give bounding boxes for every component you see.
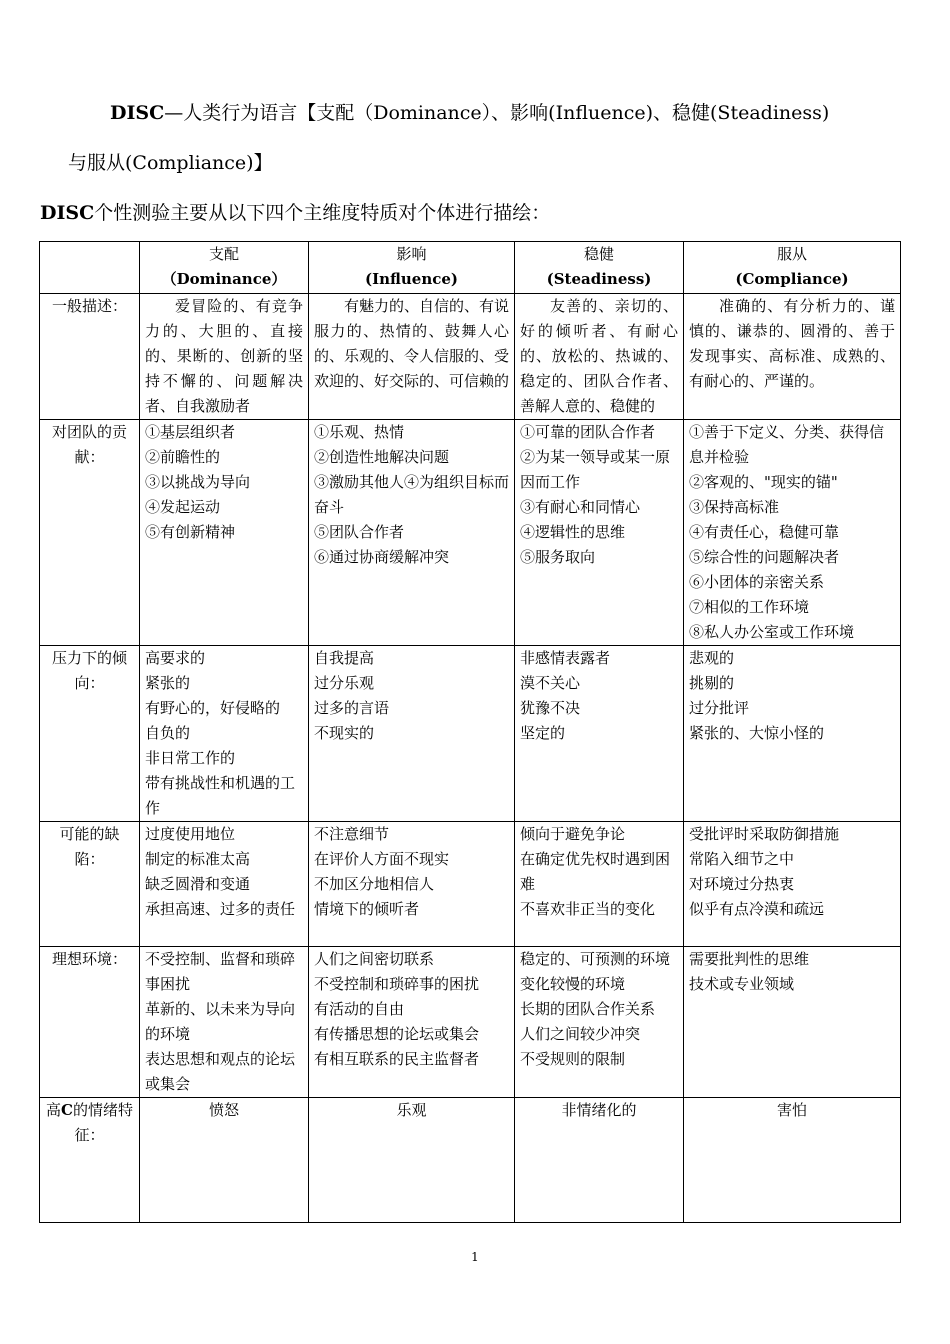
list-item: 似乎有点冷漠和疏远 (689, 900, 825, 918)
emotion-influence: 乐观 (309, 1098, 515, 1223)
flaws-influence (309, 822, 515, 947)
list-item: 不喜欢非正当的变化 (520, 900, 656, 918)
list-item: 受批评时采取防御措施 (689, 825, 840, 843)
list-item: 过分批评 (689, 699, 750, 717)
list-item: 对环境过分热衷 (689, 875, 795, 893)
emotion-dominance: 愤怒 (140, 1098, 309, 1223)
list-item: 不现实的 (314, 724, 375, 742)
document-title-line1 (110, 98, 910, 128)
list-item: 不注意细节 (314, 825, 390, 843)
list-item: 过多的言语 (314, 699, 390, 717)
header-influence: 影响 (Influence) (309, 242, 515, 294)
list-item: ①可靠的团队合作者 (520, 423, 656, 441)
list-item: 坚定的 (520, 724, 566, 742)
list-item: 自我提高 (314, 649, 375, 667)
header-dominance: 支配 （Dominance） (140, 242, 309, 294)
row-emotion (40, 1098, 901, 1223)
list-item: ①乐观、热情 (314, 423, 405, 441)
list-item: ②创造性地解决问题 (314, 448, 450, 466)
list-item: ②为某一领导或某一原因而工作 (520, 448, 671, 491)
stress-steadiness (515, 646, 684, 822)
list-item: 稳定的、可预测的环境 (520, 950, 671, 968)
list-item: 有相互联系的民主监督者 (314, 1050, 480, 1068)
stress-compliance (684, 646, 901, 822)
flaws-dominance (140, 822, 309, 947)
contribution-compliance (684, 420, 901, 646)
list-item: 不加区分地相信人 (314, 875, 435, 893)
list-item: ⑤服务取向 (520, 548, 596, 566)
title-disc: DISC (110, 102, 165, 124)
list-item: ②客观的、"现实的锚" (689, 473, 838, 491)
row-label-flaws: 可能的缺陷： (40, 822, 140, 947)
list-item: ④有责任心，稳健可靠 (689, 523, 840, 541)
list-item: 情境下的倾听者 (314, 900, 420, 918)
list-item: 在确定优先权时遇到困难 (520, 850, 671, 893)
row-label-environment: 理想环境： (40, 947, 140, 1098)
list-item: ⑥小团体的亲密关系 (689, 573, 825, 591)
list-item: 悲观的 (689, 649, 735, 667)
list-item: 紧张的、大惊小怪的 (689, 724, 825, 742)
row-flaws (40, 822, 901, 947)
list-item: 缺乏圆滑和变通 (145, 875, 251, 893)
list-item: ②前瞻性的 (145, 448, 221, 466)
document-title-line2: 与服从(Compliance)】 (68, 152, 273, 174)
contribution-dominance (140, 420, 309, 646)
row-stress (40, 646, 901, 822)
list-item: 有传播思想的论坛或集会 (314, 1025, 480, 1043)
list-item: ⑦相似的工作环境 (689, 598, 810, 616)
list-item: ③以挑战为导向 (145, 473, 251, 491)
list-item: 制定的标准太高 (145, 850, 251, 868)
list-item: 变化较慢的环境 (520, 975, 626, 993)
list-item: 漠不关心 (520, 674, 581, 692)
list-item: 自负的 (145, 724, 191, 742)
list-item: ①基层组织者 (145, 423, 236, 441)
row-general (40, 294, 901, 420)
list-item: 犹豫不决 (520, 699, 581, 717)
contribution-influence (309, 420, 515, 646)
list-item: 人们之间较少冲突 (520, 1025, 641, 1043)
list-item: 有活动的自由 (314, 1000, 405, 1018)
disc-table (39, 241, 901, 1223)
row-environment (40, 947, 901, 1098)
list-item: ③激励其他人④为组织目标而奋斗 (314, 473, 510, 516)
list-item: 技术或专业领域 (689, 975, 795, 993)
list-item: 紧张的 (145, 674, 191, 692)
list-item: ③有耐心和同情心 (520, 498, 641, 516)
environment-compliance (684, 947, 901, 1098)
stress-dominance (140, 646, 309, 822)
header-blank (40, 242, 140, 294)
list-item: ⑤团队合作者 (314, 523, 405, 541)
list-item: 表达思想和观点的论坛或集会 (145, 1050, 296, 1093)
header-row (40, 242, 901, 294)
general-compliance: 准确的、有分析力的、谨慎的、谦恭的、圆滑的、善于发现事实、高标准、成熟的、有耐心的、严谨的。 (684, 294, 901, 420)
list-item: ④逻辑性的思维 (520, 523, 626, 541)
list-item: ⑤综合性的问题解决者 (689, 548, 840, 566)
environment-influence (309, 947, 515, 1098)
title-rest: —人类行为语言【支配（Dominance）、影响(Influence)、稳健(Steadiness) (164, 102, 830, 124)
stress-influence (309, 646, 515, 822)
environment-steadiness (515, 947, 684, 1098)
list-item: 不受规则的限制 (520, 1050, 626, 1068)
list-item: ⑥通过协商缓解冲突 (314, 548, 450, 566)
intro-rest: 个性测验主要从以下四个主维度特质对个体进行描绘： (94, 202, 551, 224)
list-item: ③保持高标准 (689, 498, 780, 516)
list-item: 挑剔的 (689, 674, 735, 692)
row-label-emotion: 高C的情绪特征： (40, 1098, 140, 1223)
list-item: 革新的、以未来为导向的环境 (145, 1000, 296, 1043)
list-item: ④发起运动 (145, 498, 221, 516)
row-label-contribution: 对团队的贡献： (40, 420, 140, 646)
list-item: 人们之间密切联系 (314, 950, 435, 968)
general-dominance: 爱冒险的、有竞争力的、大胆的、直接的、果断的、创新的坚持不懈的、问题解决者、自我激励者 (140, 294, 309, 420)
header-compliance: 服从 (Compliance) (684, 242, 901, 294)
environment-dominance (140, 947, 309, 1098)
row-contribution (40, 420, 901, 646)
intro-disc: DISC (40, 202, 95, 224)
flaws-compliance (684, 822, 901, 947)
list-item: 常陷入细节之中 (689, 850, 795, 868)
flaws-steadiness (515, 822, 684, 947)
list-item: 承担高速、过多的责任 (145, 900, 296, 918)
list-item: 不受控制和琐碎事的困扰 (314, 975, 480, 993)
page-number: 1 (471, 1250, 479, 1264)
list-item: ⑧私人办公室或工作环境 (689, 623, 855, 641)
contribution-steadiness (515, 420, 684, 646)
intro-text (40, 198, 550, 228)
row-label-general: 一般描述： (40, 294, 140, 420)
list-item: ⑤有创新精神 (145, 523, 236, 541)
emotion-compliance: 害怕 (684, 1098, 901, 1223)
list-item: 不受控制、监督和琐碎事困扰 (145, 950, 296, 993)
row-label-stress: 压力下的倾向： (40, 646, 140, 822)
list-item: ①善于下定义、分类、获得信息并检验 (689, 423, 885, 466)
list-item: 倾向于避免争论 (520, 825, 626, 843)
list-item: 非感情表露者 (520, 649, 611, 667)
list-item: 过度使用地位 (145, 825, 236, 843)
general-influence: 有魅力的、自信的、有说服力的、热情的、鼓舞人心的、乐观的、令人信服的、受欢迎的、好交际的、可信赖的 (309, 294, 515, 420)
list-item: 过分乐观 (314, 674, 375, 692)
list-item: 有野心的，好侵略的 (145, 699, 281, 717)
list-item: 高要求的 (145, 649, 206, 667)
general-steadiness: 友善的、亲切的、好的倾听者、有耐心的、放松的、热诚的、稳定的、团队合作者、善解人意的、稳健的 (515, 294, 684, 420)
list-item: 需要批判性的思维 (689, 950, 810, 968)
list-item: 长期的团队合作关系 (520, 1000, 656, 1018)
list-item: 在评价人方面不现实 (314, 850, 450, 868)
emotion-steadiness: 非情绪化的 (515, 1098, 684, 1223)
list-item: 非日常工作的 (145, 749, 236, 767)
header-steadiness: 稳健 (Steadiness) (515, 242, 684, 294)
list-item: 带有挑战性和机遇的工作 (145, 774, 296, 817)
